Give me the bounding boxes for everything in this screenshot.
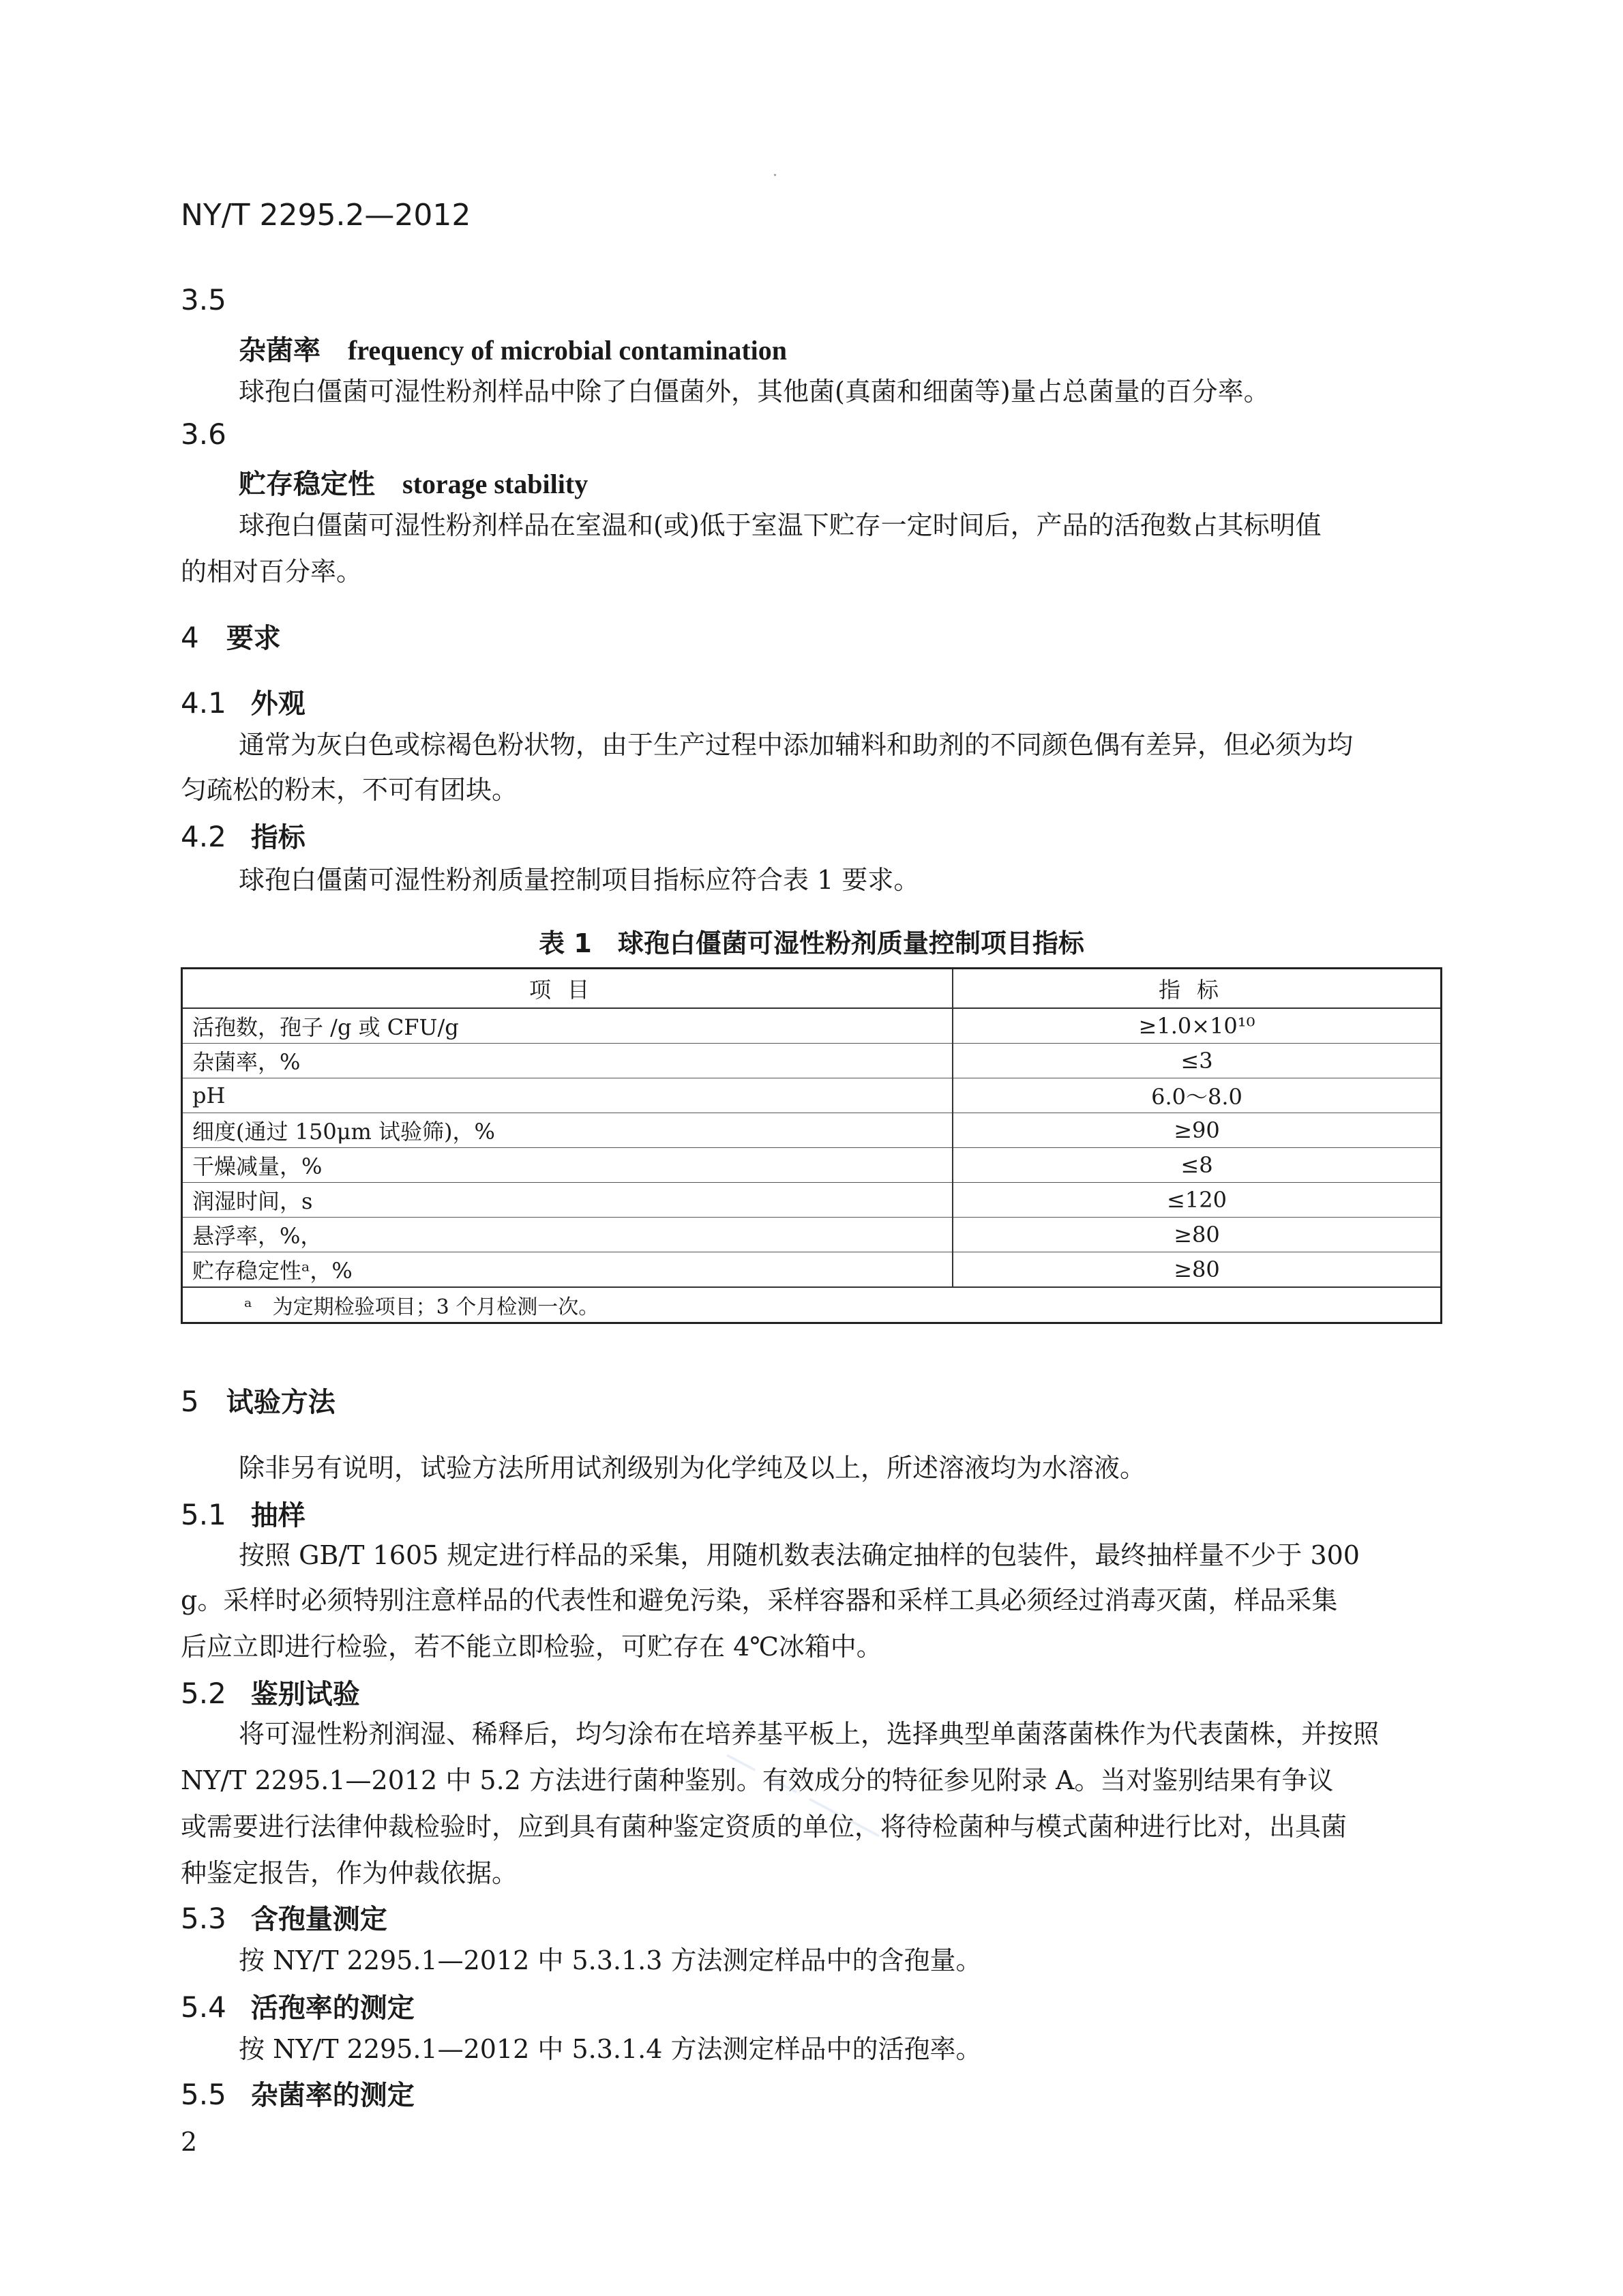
paragraph-line: 通常为灰白色或棕褐色粉状物，由于生产过程中添加辅料和助剂的不同颜色偶有差异，但必须为均: [239, 730, 1354, 760]
paragraph-line: NY/T 2295.1—2012 中 5.2 方法进行菌种鉴别。有效成分的特征参见附录 A。当对鉴别结果有争议: [181, 1765, 1334, 1795]
section-heading: [181, 1673, 360, 1711]
section-number: 5.3: [181, 1902, 226, 1935]
definition: 球孢白僵菌可湿性粉剂样品中除了白僵菌外，其他菌(真菌和细菌等)量占总菌量的百分率。: [239, 377, 1270, 407]
col-header-item: 项目: [182, 969, 953, 1009]
page-number: 2: [181, 2127, 198, 2157]
table-row: [182, 1113, 1442, 1148]
row-value: ≤3: [953, 1044, 1442, 1078]
chapter-number: 5: [181, 1385, 199, 1418]
row-item: 贮存稳定性ᵃ，%: [182, 1252, 953, 1288]
paragraph-line: 后应立即进行检验，若不能立即检验，可贮存在 4℃冰箱中。: [181, 1632, 882, 1662]
row-item: 细度(通过 150μm 试验筛)，%: [182, 1113, 953, 1148]
chapter-title: 试验方法: [226, 1387, 336, 1418]
watermark-graphic: — — — —: [716, 1735, 891, 1853]
chapter-title: 要求: [226, 623, 281, 654]
paragraph-line: 按照 GB/T 1605 规定进行样品的采集，用随机数表法确定抽样的包装件，最终抽样量不少于 300: [239, 1540, 1360, 1570]
term-heading: [239, 462, 588, 501]
section-title: 杂菌率的测定: [250, 2080, 415, 2111]
table-row: [182, 1008, 1442, 1044]
row-item: 润湿时间，s: [182, 1183, 953, 1218]
col-header-index: 指标: [953, 969, 1442, 1009]
section-heading: [181, 1494, 306, 1533]
section-title: 含孢量测定: [250, 1904, 387, 1935]
table-row: [182, 1148, 1442, 1183]
section-title: 鉴别试验: [250, 1679, 360, 1710]
term-heading: [239, 329, 787, 368]
section-number: 5.2: [181, 1677, 226, 1710]
table-caption: 表 1 球孢白僵菌可湿性粉剂质量控制项目指标: [539, 928, 1084, 958]
table-row: [182, 1218, 1442, 1252]
table-footnote: ᵃ 为定期检验项目；3 个月检测一次。: [182, 1287, 1442, 1323]
paragraph-line: 匀疏松的粉末，不可有团块。: [181, 775, 518, 805]
row-item: 悬浮率，%，: [182, 1218, 953, 1252]
scan-speck: [774, 174, 776, 176]
spec-table: [181, 967, 1442, 1324]
standard-number: NY/T 2295.2—2012: [181, 198, 471, 233]
row-value: ≥80: [953, 1252, 1442, 1288]
row-item: 干燥减量，%: [182, 1148, 953, 1183]
chapter-number: 4: [181, 621, 199, 654]
chapter-heading: [181, 1381, 336, 1419]
section-heading: [181, 2074, 415, 2113]
section-number: 4.2: [181, 820, 226, 853]
section-title: 外观: [250, 688, 306, 720]
section-heading: [181, 1986, 415, 2025]
section-heading: [181, 1898, 387, 1937]
definition-line: 球孢白僵菌可湿性粉剂样品在室温和(或)低于室温下贮存一定时间后，产品的活孢数占其标明值: [239, 510, 1322, 540]
definition-line: 的相对百分率。: [181, 557, 363, 587]
row-item: 活孢数，孢子 /g 或 CFU/g: [182, 1008, 953, 1044]
section-title: 抽样: [250, 1500, 306, 1531]
row-item: pH: [182, 1078, 953, 1113]
table-row: [182, 1183, 1442, 1218]
table-footnote-row: [182, 1287, 1442, 1323]
section-heading: [181, 816, 306, 855]
section-number: 5.5: [181, 2078, 226, 2111]
section-number: 3.5: [181, 283, 226, 317]
section-number: 5.4: [181, 1990, 226, 2024]
row-value: ≥90: [953, 1113, 1442, 1148]
row-value: ≤120: [953, 1183, 1442, 1218]
paragraph-line: 按 NY/T 2295.1—2012 中 5.3.1.3 方法测定样品中的含孢量。: [239, 1945, 982, 1975]
table-row: [182, 1252, 1442, 1288]
chapter-heading: [181, 617, 281, 656]
row-value: 6.0～8.0: [953, 1078, 1442, 1113]
section-title: 指标: [250, 822, 306, 853]
paragraph-line: 将可湿性粉剂润湿、稀释后，均匀涂布在培养基平板上，选择典型单菌落菌株作为代表菌株，并按照: [239, 1719, 1380, 1749]
row-value: ≥80: [953, 1218, 1442, 1252]
table-header-row: [182, 969, 1442, 1009]
paragraph-line: g。采样时必须特别注意样品的代表性和避免污染，采样容器和采样工具必须经过消毒灭菌，样品采集: [181, 1585, 1338, 1615]
row-value: ≤8: [953, 1148, 1442, 1183]
section-title: 活孢率的测定: [250, 1992, 415, 2024]
section-number: 4.1: [181, 686, 226, 720]
term-en: frequency of microbial contamination: [348, 335, 788, 366]
paragraph-line: 或需要进行法律仲裁检验时，应到具有菌种鉴定资质的单位，将待检菌种与模式菌种进行比对，出具菌: [181, 1812, 1347, 1842]
row-item: 杂菌率，%: [182, 1044, 953, 1078]
paragraph-line: 除非另有说明，试验方法所用试剂级别为化学纯及以上，所述溶液均为水溶液。: [239, 1453, 1146, 1483]
term-cn: 贮存稳定性: [239, 469, 375, 500]
section-heading: [181, 682, 306, 721]
section-number: 3.6: [181, 417, 226, 451]
paragraph-line: 球孢白僵菌可湿性粉剂质量控制项目指标应符合表 1 要求。: [239, 865, 920, 895]
section-number: 5.1: [181, 1498, 226, 1531]
row-value: ≥1.0×10¹⁰: [953, 1008, 1442, 1044]
table-row: [182, 1044, 1442, 1078]
term-en: storage stability: [402, 469, 589, 499]
paragraph-line: 按 NY/T 2295.1—2012 中 5.3.1.4 方法测定样品中的活孢率。: [239, 2034, 982, 2064]
table-row: [182, 1078, 1442, 1113]
term-cn: 杂菌率: [239, 335, 321, 366]
paragraph-line: 种鉴定报告，作为仲裁依据。: [181, 1858, 518, 1888]
